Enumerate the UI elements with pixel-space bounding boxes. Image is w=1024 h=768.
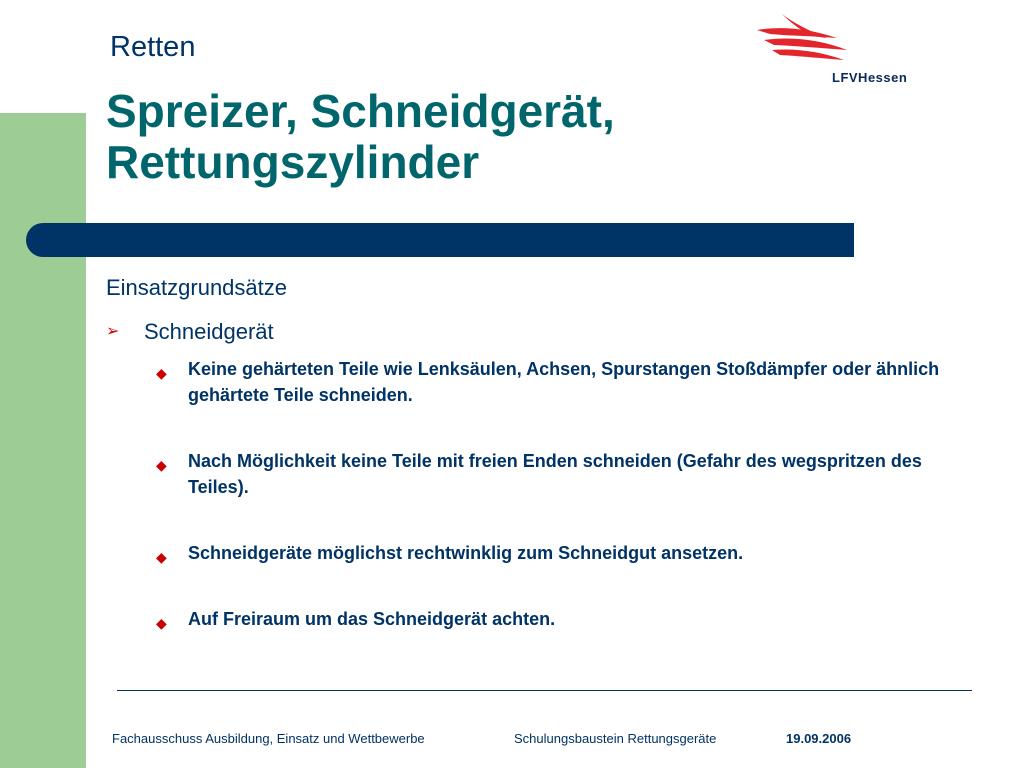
arrowhead-icon: ➢ xyxy=(106,323,120,340)
list-item xyxy=(106,540,966,566)
slide-content xyxy=(106,274,966,672)
slide-title xyxy=(106,86,615,188)
slide-title-line-2: Rettungszylinder xyxy=(106,136,480,188)
list-item xyxy=(106,356,966,408)
slide-title-line-1: Spreizer, Schneidgerät, xyxy=(106,85,615,137)
footer-date: 19.09.2006 xyxy=(786,731,852,746)
bullet-level-1-text: Schneidgerät xyxy=(144,319,274,344)
list-item xyxy=(106,606,966,632)
subheading: Einsatzgrundsätze xyxy=(106,275,287,300)
list-item-text: Schneidgeräte möglichst rechtwinklig zum Schneidgut ansetzen. xyxy=(188,543,744,563)
bullet-level-1 xyxy=(106,318,966,346)
diamond-icon: ◆ xyxy=(156,615,167,631)
footer-module: Schulungsbaustein Rettungsgeräte xyxy=(514,731,717,746)
section-label: Retten xyxy=(110,31,196,63)
diamond-icon: ◆ xyxy=(156,365,167,381)
diamond-icon: ◆ xyxy=(156,457,167,473)
logo-text: LFVHessen xyxy=(832,70,908,85)
diamond-icon: ◆ xyxy=(156,549,167,565)
list-item-text: Auf Freiraum um das Schneidgerät achten. xyxy=(188,609,556,629)
list-item-text: Nach Möglichkeit keine Teile mit freien Enden schneiden (Gefahr des wegspritzen des Teiles). xyxy=(188,451,922,497)
green-sidebar-decoration xyxy=(0,113,86,768)
list-item-text: Keine gehärteten Teile wie Lenksäulen, Achsen, Spurstangen Stoßdämpfer oder ähnlich gehärtete Teile schneiden. xyxy=(188,359,940,405)
list-item xyxy=(106,448,966,500)
bullet-list xyxy=(106,356,966,632)
footer-organization: Fachausschuss Ausbildung, Einsatz und Wettbewerbe xyxy=(112,731,425,746)
footer-divider xyxy=(117,690,972,691)
title-underline-bar xyxy=(26,223,854,257)
